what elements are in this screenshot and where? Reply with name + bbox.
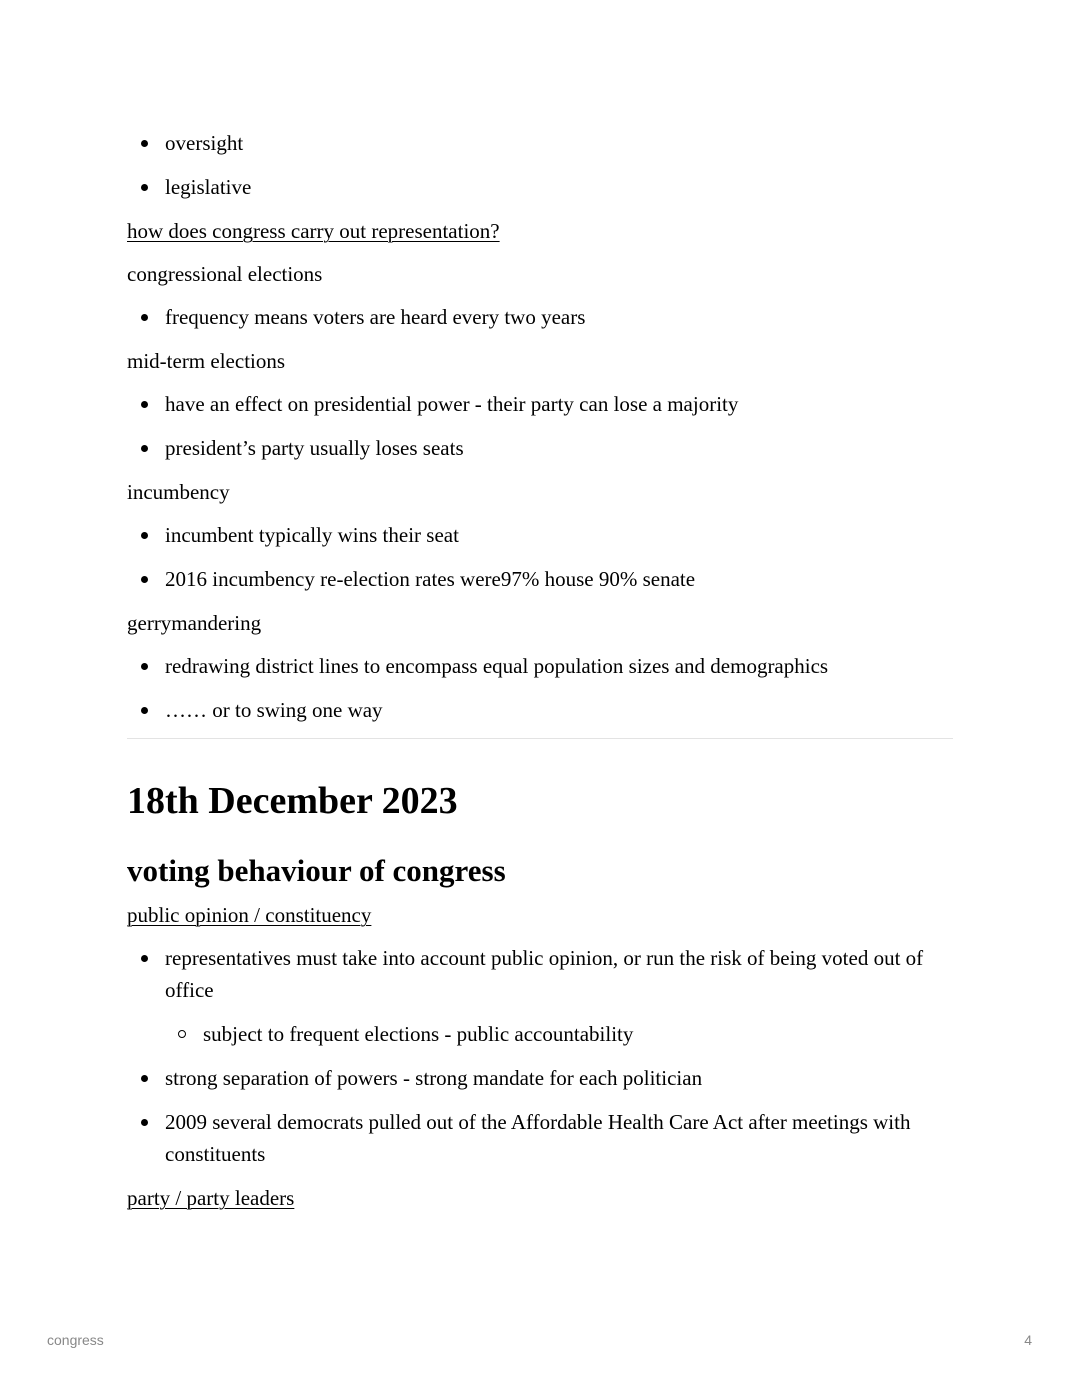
bullet-list-public-opinion <box>127 942 953 1170</box>
list-item: …… or to swing one way <box>127 694 953 726</box>
public-opinion-label: public opinion / constituency <box>127 903 372 927</box>
bullet-list-functions <box>127 127 953 203</box>
list-item: incumbent typically wins their seat <box>127 519 953 551</box>
bullet-list-incumbency <box>127 519 953 595</box>
nested-list-item: subject to frequent elections - public accountability <box>127 1018 953 1050</box>
bullet-list-mid-term-elections <box>127 388 953 464</box>
mid-term-elections-label: mid-term elections <box>127 349 286 373</box>
nested-bullet-list <box>127 1018 953 1050</box>
section-divider <box>127 738 953 739</box>
list-item: legislative <box>127 171 953 203</box>
list-item: president’s party usually loses seats <box>127 432 953 464</box>
section-subheading: voting behaviour of congress <box>127 853 506 888</box>
question-heading: how does congress carry out representation? <box>127 219 500 243</box>
list-item: oversight <box>127 127 953 159</box>
bullet-list-congressional-elections <box>127 301 953 333</box>
list-item: 2009 several democrats pulled out of the Affordable Health Care Act after meetings with constituents <box>127 1106 953 1170</box>
list-item: have an effect on presidential power - their party can lose a majority <box>127 388 953 420</box>
list-item: strong separation of powers - strong mandate for each politician <box>127 1062 953 1094</box>
party-leaders-label: party / party leaders <box>127 1186 295 1210</box>
list-item: 2016 incumbency re-election rates were97% house 90% senate <box>127 563 953 595</box>
bullet-list-gerrymandering <box>127 650 953 726</box>
list-item: frequency means voters are heard every two years <box>127 301 953 333</box>
document-page <box>127 127 953 1225</box>
gerrymandering-label: gerrymandering <box>127 611 262 635</box>
list-item-text: representatives must take into account public opinion, or run the risk of being voted out of office <box>165 946 924 1002</box>
footer-document-title: congress <box>47 1332 104 1348</box>
footer-page-number: 4 <box>1024 1332 1032 1348</box>
incumbency-label: incumbency <box>127 480 230 504</box>
list-item <box>127 942 953 1050</box>
date-heading: 18th December 2023 <box>127 780 458 822</box>
congressional-elections-label: congressional elections <box>127 262 323 286</box>
list-item: redrawing district lines to encompass equal population sizes and demographics <box>127 650 953 682</box>
